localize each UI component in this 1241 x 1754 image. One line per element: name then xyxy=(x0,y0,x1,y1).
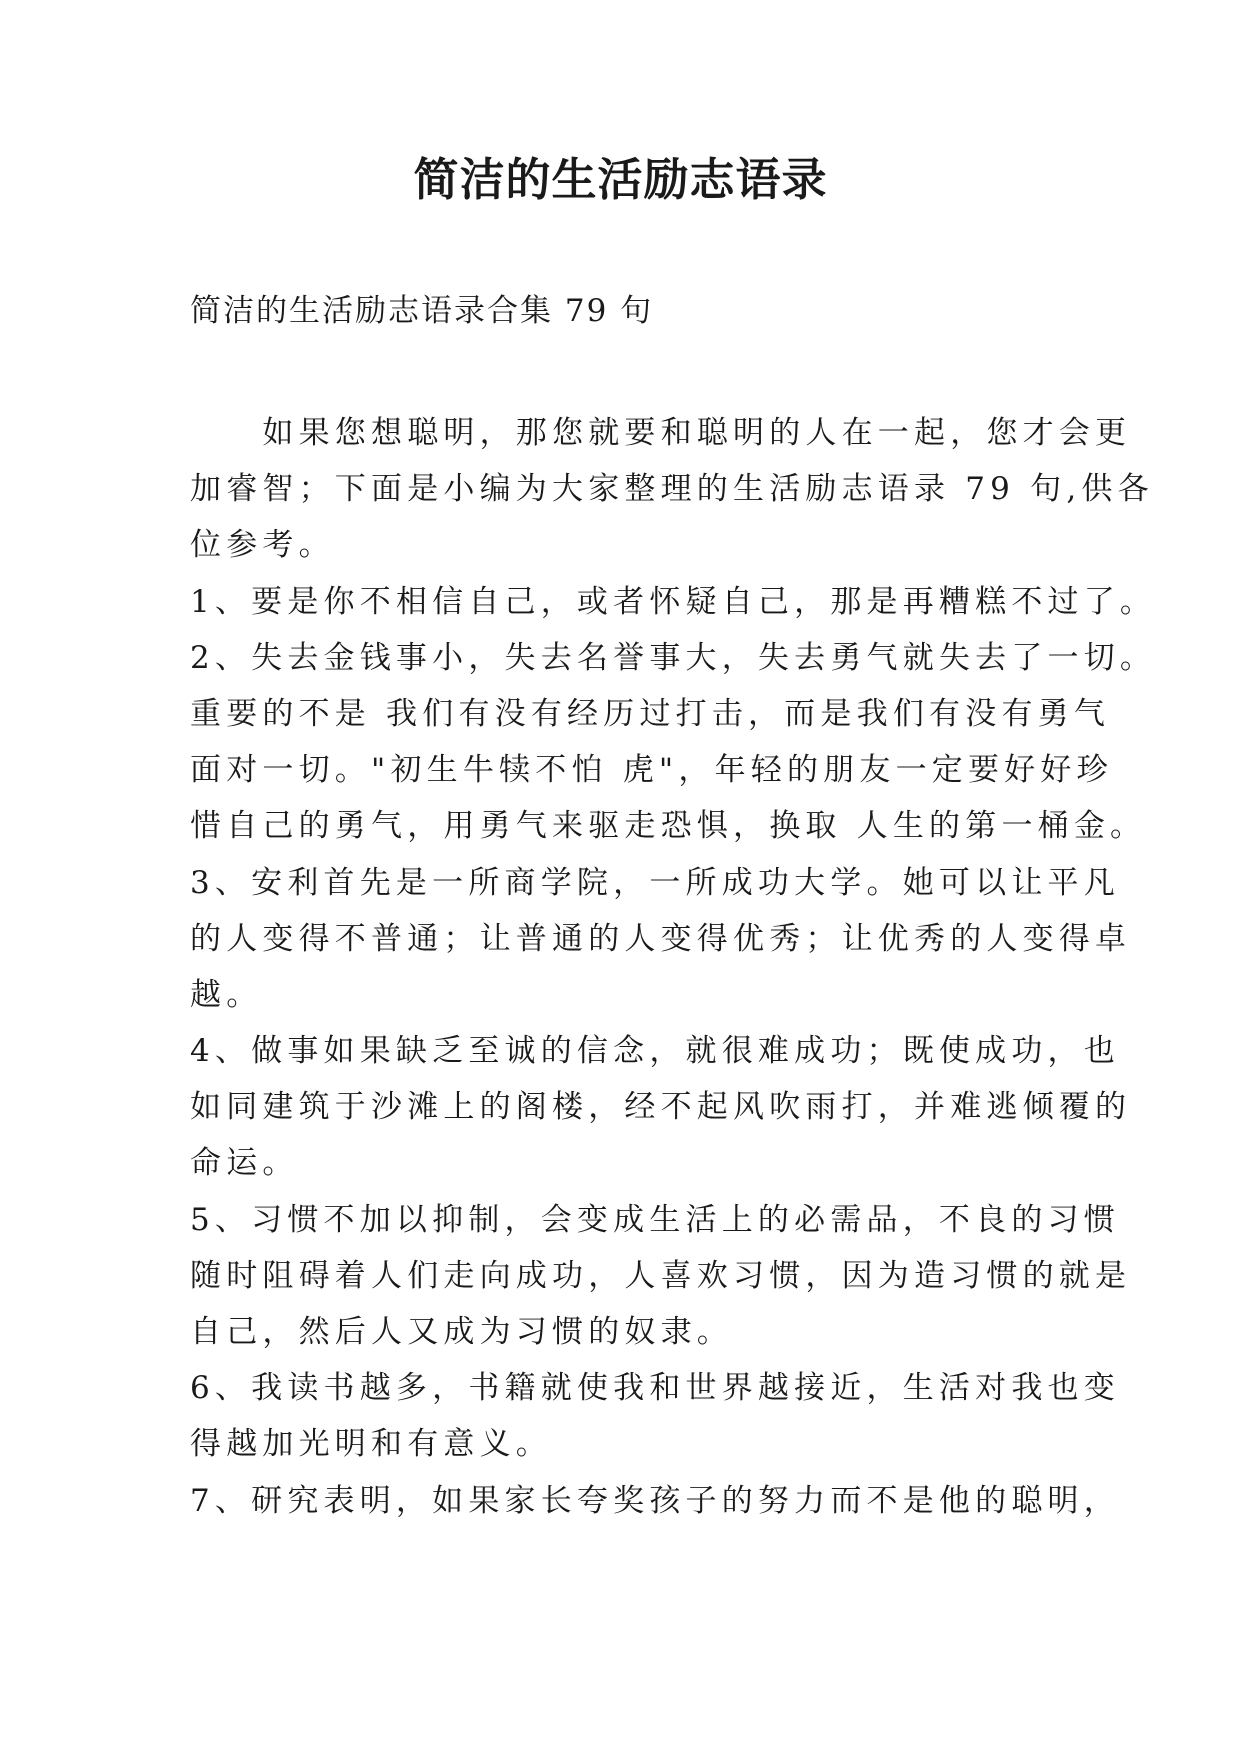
body-line: 的人变得不普通；让普通的人变得优秀；让优秀的人变得卓 xyxy=(190,920,1132,957)
body-line: 加睿智；下面是小编为大家整理的生活励志语录 79 句,供各 xyxy=(190,471,1154,508)
body-line: 1、要是你不相信自己，或者怀疑自己，那是再糟糕不过了。 xyxy=(190,583,1157,620)
body-line: 惜自己的勇气，用勇气来驱走恐惧，换取 人生的第一桶金。 xyxy=(190,808,1147,845)
document-body xyxy=(190,405,1157,1529)
document-subtitle: 简洁的生活励志语录合集 79 句 xyxy=(190,293,654,329)
body-line: 2、失去金钱事小，失去名誉事大，失去勇气就失去了一切。 xyxy=(190,639,1157,676)
body-line: 5、习惯不加以抑制，会变成生活上的必需品，不良的习惯 xyxy=(190,1201,1120,1238)
body-line: 4、做事如果缺乏至诚的信念，就很难成功；既使成功，也 xyxy=(190,1033,1120,1070)
body-line: 命运。 xyxy=(190,1145,299,1182)
document-title: 简洁的生活励志语录 xyxy=(413,153,828,206)
body-line: 越。 xyxy=(190,976,263,1013)
body-line: 位参考。 xyxy=(190,527,335,564)
body-line: 自己，然后人又成为习惯的奴隶。 xyxy=(190,1314,733,1350)
body-line: 7、研究表明，如果家长夸奖孩子的努力而不是他的聪明， xyxy=(190,1482,1120,1519)
body-line: 如果您想聪明，那您就要和聪明的人在一起，您才会更 xyxy=(190,415,1132,451)
body-line: 面对一切。"初生牛犊不怕 虎"，年轻的朋友一定要好好珍 xyxy=(190,752,1113,789)
body-line: 随时阻碍着人们走向成功，人喜欢习惯，因为造习惯的就是 xyxy=(190,1257,1132,1294)
body-line: 3、安利首先是一所商学院，一所成功大学。她可以让平凡 xyxy=(190,864,1120,901)
body-line: 得越加光明和有意义。 xyxy=(190,1426,552,1463)
body-line: 如同建筑于沙滩上的阁楼，经不起风吹雨打，并难逃倾覆的 xyxy=(190,1089,1132,1126)
body-line: 重要的不是 我们有没有经历过打击，而是我们有没有勇气 xyxy=(190,695,1111,732)
body-line: 6、我读书越多，书籍就使我和世界越接近，生活对我也变 xyxy=(190,1370,1120,1407)
